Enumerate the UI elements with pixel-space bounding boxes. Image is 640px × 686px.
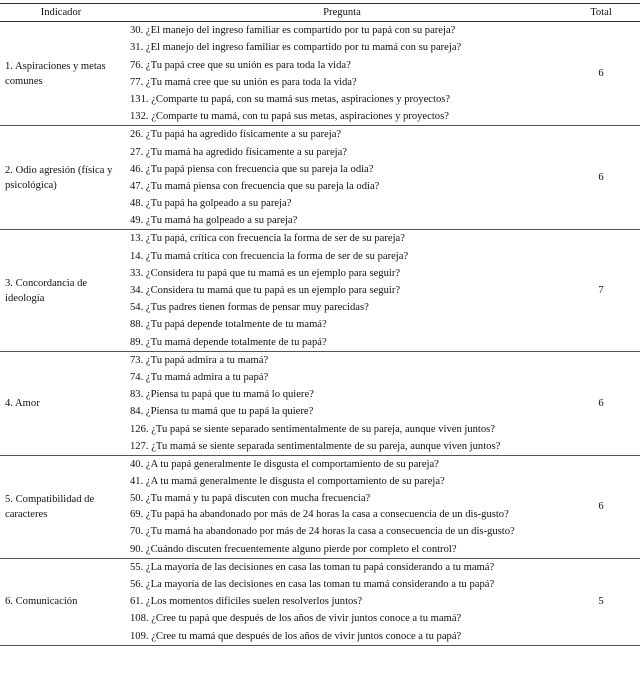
- table-header-row: [0, 4, 640, 22]
- question-item: 108. ¿Cree tu papá que después de los años de vivir juntos conoce a tu mamá?: [130, 613, 462, 625]
- question-item: 47. ¿Tu mamá piensa con frecuencia que su pareja la odia?: [130, 180, 380, 192]
- question-item: 13. ¿Tu papá, crítica con frecuencia la forma de ser de su pareja?: [130, 233, 405, 245]
- table-row: [0, 455, 640, 558]
- table-row: [0, 126, 640, 230]
- header-total: Total: [562, 4, 640, 22]
- question-item: 55. ¿La mayoría de las decisiones en casa las toman tu papá considerando a tu mamá?: [130, 561, 495, 573]
- question-item: 88. ¿Tu papá depende totalmente de tu mamá?: [130, 319, 327, 331]
- table-row: [0, 22, 640, 126]
- header-indicator: Indicador: [0, 4, 122, 22]
- question-item: 73. ¿Tu papá admira a tu mamá?: [130, 354, 269, 366]
- question-item: 126. ¿Tu papá se siente separado sentimentalmente de su pareja, aunque viven juntos?: [130, 423, 495, 435]
- question-item: 77. ¿Tu mamá cree que su unión es para toda la vida?: [130, 76, 357, 88]
- question-cell: [122, 230, 562, 351]
- question-item: 83. ¿Piensa tu papá que tu mamá lo quiere?: [130, 389, 314, 401]
- question-item: 54. ¿Tus padres tienen formas de pensar muy parecidas?: [130, 302, 369, 314]
- question-item: 48. ¿Tu papá ha golpeado a su pareja?: [130, 198, 292, 210]
- question-item: 31. ¿El manejo del ingreso familiar es compartido por tu mamá con su pareja?: [130, 42, 462, 54]
- total-cell: 6: [562, 22, 640, 126]
- question-item: 26. ¿Tu papá ha agredido físicamente a su pareja?: [130, 129, 342, 141]
- table-row: [0, 230, 640, 351]
- question-cell: [122, 22, 562, 126]
- indicators-table: [0, 3, 640, 646]
- question-item: 49. ¿Tu mamá ha golpeado a su pareja?: [130, 215, 298, 227]
- question-item: 76. ¿Tu papá cree que su unión es para toda la vida?: [130, 59, 351, 71]
- indicator-cell: 5. Compatibilidad de caracteres: [0, 455, 122, 558]
- question-item: 131. ¿Comparte tu papá, con su mamá sus metas, aspiraciones y proyectos?: [130, 93, 451, 105]
- question-item: 90. ¿Cuándo discuten frecuentemente alguno pierde por completo el control?: [130, 543, 457, 555]
- question-item: 56. ¿La mayoría de las decisiones en casa las toman tu mamá considerando a tu papá?: [130, 579, 495, 591]
- total-cell: 5: [562, 558, 640, 645]
- question-item: 132. ¿Comparte tu mamá, con tu papá sus metas, aspiraciones y proyectos?: [130, 111, 449, 123]
- question-item: 27. ¿Tu mamá ha agredido físicamente a su pareja?: [130, 146, 347, 158]
- question-item: 30. ¿El manejo del ingreso familiar es compartido por tu papá con su pareja?: [130, 25, 456, 37]
- indicator-cell: 1. Aspiraciones y metas comunes: [0, 22, 122, 126]
- question-cell: [122, 558, 562, 645]
- indicator-cell: 3. Concordancia de ideología: [0, 230, 122, 351]
- question-item: 69. ¿Tu papá ha abandonado por más de 24 horas la casa a consecuencia de un dis-gusto?: [130, 509, 509, 521]
- header-question: Pregunta: [122, 4, 562, 22]
- question-cell: [122, 455, 562, 558]
- question-item: 109. ¿Cree tu mamá que después de los años de vivir juntos conoce a tu papá?: [130, 630, 462, 642]
- question-item: 84. ¿Piensa tu mamá que tu papá la quiere?: [130, 406, 314, 418]
- question-item: 34. ¿Considera tu mamá que tu papá es un ejemplo para seguir?: [130, 285, 401, 297]
- table-row: [0, 558, 640, 645]
- total-cell: 6: [562, 455, 640, 558]
- question-item: 14. ¿Tu mamá crítica con frecuencia la forma de ser de su pareja?: [130, 250, 409, 262]
- table-row: [0, 351, 640, 455]
- indicator-cell: 4. Amor: [0, 351, 122, 455]
- total-cell: 6: [562, 351, 640, 455]
- question-cell: [122, 126, 562, 230]
- question-item: 61. ¿Los momentos difíciles suelen resolverlos juntos?: [130, 596, 363, 608]
- question-item: 41. ¿A tu mamá generalmente le disgusta el comportamiento de su pareja?: [130, 476, 445, 488]
- question-item: 33. ¿Considera tu papá que tu mamá es un ejemplo para seguir?: [130, 267, 401, 279]
- table-body: [0, 22, 640, 646]
- question-item: 70. ¿Tu mamá ha abandonado por más de 24 horas la casa a consecuencia de un dis-gusto?: [130, 526, 515, 538]
- total-cell: 6: [562, 126, 640, 230]
- question-item: 40. ¿A tu papá generalmente le disgusta el comportamiento de su pareja?: [130, 458, 439, 470]
- indicator-cell: 6. Comunicación: [0, 558, 122, 645]
- question-item: 89. ¿Tu mamá depende totalmente de tu papá?: [130, 336, 327, 348]
- question-cell: [122, 351, 562, 455]
- indicator-cell: 2. Odio agresión (física y psicológica): [0, 126, 122, 230]
- question-item: 74. ¿Tu mamá admira a tu papá?: [130, 371, 269, 383]
- question-item: 46. ¿Tu papá piensa con frecuencia que su pareja la odia?: [130, 163, 374, 175]
- question-item: 50. ¿Tu mamá y tu papá discuten con mucha frecuencia?: [130, 493, 371, 505]
- question-item: 127. ¿Tu mamá se siente separada sentimentalmente de su pareja, aunque viven juntos?: [130, 440, 501, 452]
- total-cell: 7: [562, 230, 640, 351]
